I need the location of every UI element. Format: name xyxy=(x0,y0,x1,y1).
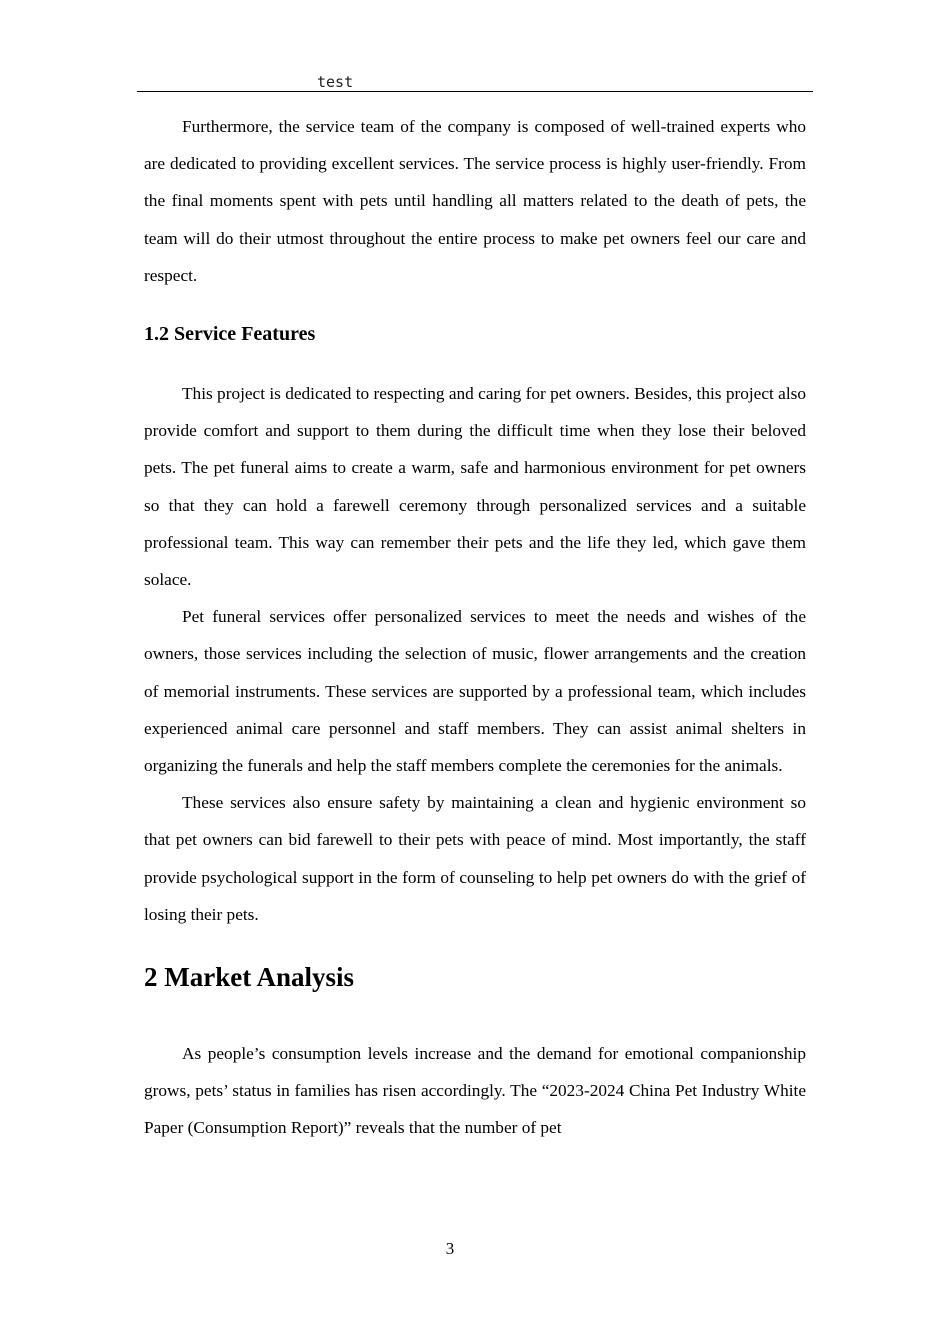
section-1-2-paragraph-1: This project is dedicated to respecting and caring for pet owners. Besides, this project also provide comfort and support to them during the difficult time when they lose their beloved pets. The pet funeral aims to create a warm, safe and harmonious environment for pet owners so that they can hold a farewell ceremony through personalized services and a suitable professional team. This way can remember their pets and the life they led, which gave them solace. xyxy=(144,384,806,590)
section-1-2-paragraph-2: Pet funeral services offer personalized services to meet the needs and wishes of the owners, those services including the selection of music, flower arrangements and the creation of memorial instruments. These services are supported by a professional team, which includes experienced animal care personnel and staff members. They can assist animal shelters in organizing the funerals and help the staff members complete the ceremonies for the animals. xyxy=(144,607,806,776)
section-2-heading-wrap xyxy=(144,957,806,997)
paragraph-intro: Furthermore, the service team of the company is composed of well-trained experts who are dedicated to providing excellent services. The service process is highly user-friendly. From the final moments spent with pets until handling all matters related to the death of pets, the team will do their utmost throughout the entire process to make pet owners feel our care and respect. xyxy=(144,117,806,285)
header-text: test xyxy=(317,73,354,91)
section-2-paragraph-1: As people’s consumption levels increase and the demand for emotional companionship grows, pets’ status in families has risen accordingly. The “2023-2024 China Pet Industry White Paper (Consumption Report)” reveals that the number of pet xyxy=(144,1044,806,1138)
page-content xyxy=(144,108,806,1147)
header-rule xyxy=(137,91,813,92)
section-1-2-paragraph-3: These services also ensure safety by maintaining a clean and hygienic environment so that pet owners can bid farewell to their pets with peace of mind. Most importantly, the staff provide psychological support in the form of counseling to help pet owners do with the grief of losing their pets. xyxy=(144,793,806,924)
section-1-2-heading: 1.2 Service Features xyxy=(144,323,316,346)
section-1-2-heading-wrap xyxy=(144,320,806,348)
section-2-heading: 2 Market Analysis xyxy=(144,962,355,993)
page-number: 3 xyxy=(445,1239,455,1258)
